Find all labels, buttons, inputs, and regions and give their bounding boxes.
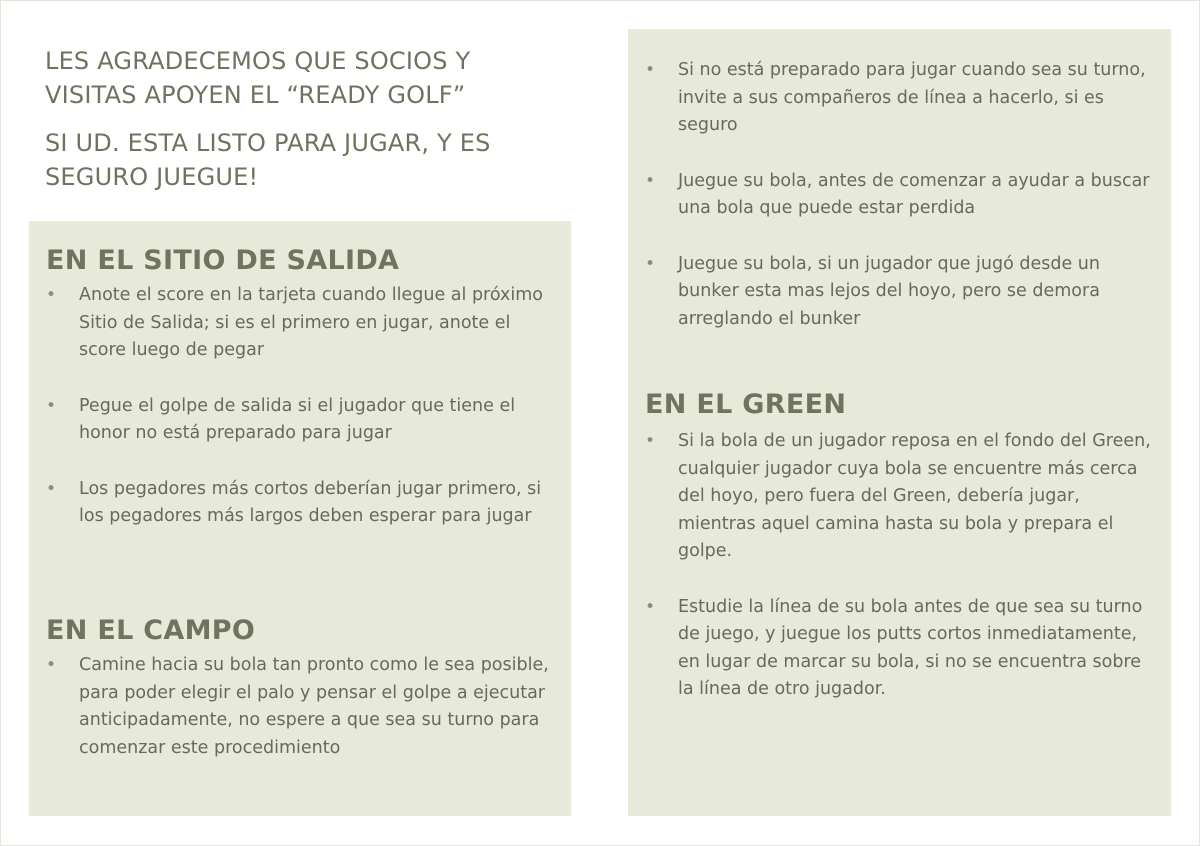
list-item-text: Si no está preparado para jugar cuando sea su turno, invite a sus compañeros de línea a hacerlo, si es seguro [678,60,1146,135]
campo-list-right [645,57,1157,333]
list-item [645,57,1157,140]
intro-block [45,44,565,208]
bullet-icon: • [46,285,57,305]
right-panel [628,29,1171,816]
bullet-icon: • [645,431,656,451]
list-item [46,282,556,365]
left-panel [29,221,571,816]
list-item [645,428,1157,566]
list-item [46,476,556,531]
bullet-icon: • [645,596,656,617]
bullet-icon: • [645,170,656,191]
list-item [645,251,1157,334]
bullet-icon: • [46,655,57,675]
bullet-icon: • [46,395,57,416]
list-item [645,594,1157,704]
list-item-text: Si la bola de un jugador reposa en el fondo del Green, cualquier jugador cuya bola se encuentre más cerca del hoyo, pero fuera del Green, debería jugar, mientras aquel camina hasta su bola y prepara el golpe. [678,431,1151,561]
bullet-icon: • [645,253,656,274]
campo-list-left [46,652,556,762]
list-item-text: Juegue su bola, antes de comenzar a ayudar a buscar una bola que puede estar perdida [678,170,1150,218]
list-item [645,168,1157,223]
list-item-text: Estudie la línea de su bola antes de que sea su turno de juego, y juegue los putts cortos inmediatamente, en lugar de marcar su bola, si no se encuentra sobre la línea de otro jugador. [678,596,1143,699]
list-item-text: Juegue su bola, si un jugador que jugó desde un bunker esta mas lejos del hoyo, pero se demora arreglando el bunker [678,253,1100,329]
intro-ready-text: SI UD. ESTA LISTO PARA JUGAR, Y ES SEGURO JUEGUE! [45,129,491,191]
list-item-text: Los pegadores más cortos deberían jugar primero, si los pegadores más largos deben esperar para jugar [79,478,542,526]
list-item-text: Anote el score en la tarjeta cuando llegue al próximo Sitio de Salida; si es el primero en jugar, anote el score luego de pegar [79,285,543,360]
section-title-green: EN EL GREEN [645,389,847,420]
green-list [645,428,1157,704]
intro-thanks-text: LES AGRADECEMOS QUE SOCIOS Y VISITAS APOYEN EL “READY GOLF” [45,47,471,109]
bullet-icon: • [46,478,57,499]
salida-list [46,282,556,531]
list-item-text: Camine hacia su bola tan pronto como le sea posible, para poder elegir el palo y pensar el golpe a ejecutar anticipadamente, no espere a que sea su turno para comenzar este procedimiento [79,655,549,758]
bullet-icon: • [645,60,656,80]
section-title-campo: EN EL CAMPO [46,615,256,646]
list-item [46,652,556,762]
section-title-salida: EN EL SITIO DE SALIDA [46,245,400,276]
list-item [46,393,556,448]
list-item-text: Pegue el golpe de salida si el jugador que tiene el honor no está preparado para jugar [79,395,516,443]
